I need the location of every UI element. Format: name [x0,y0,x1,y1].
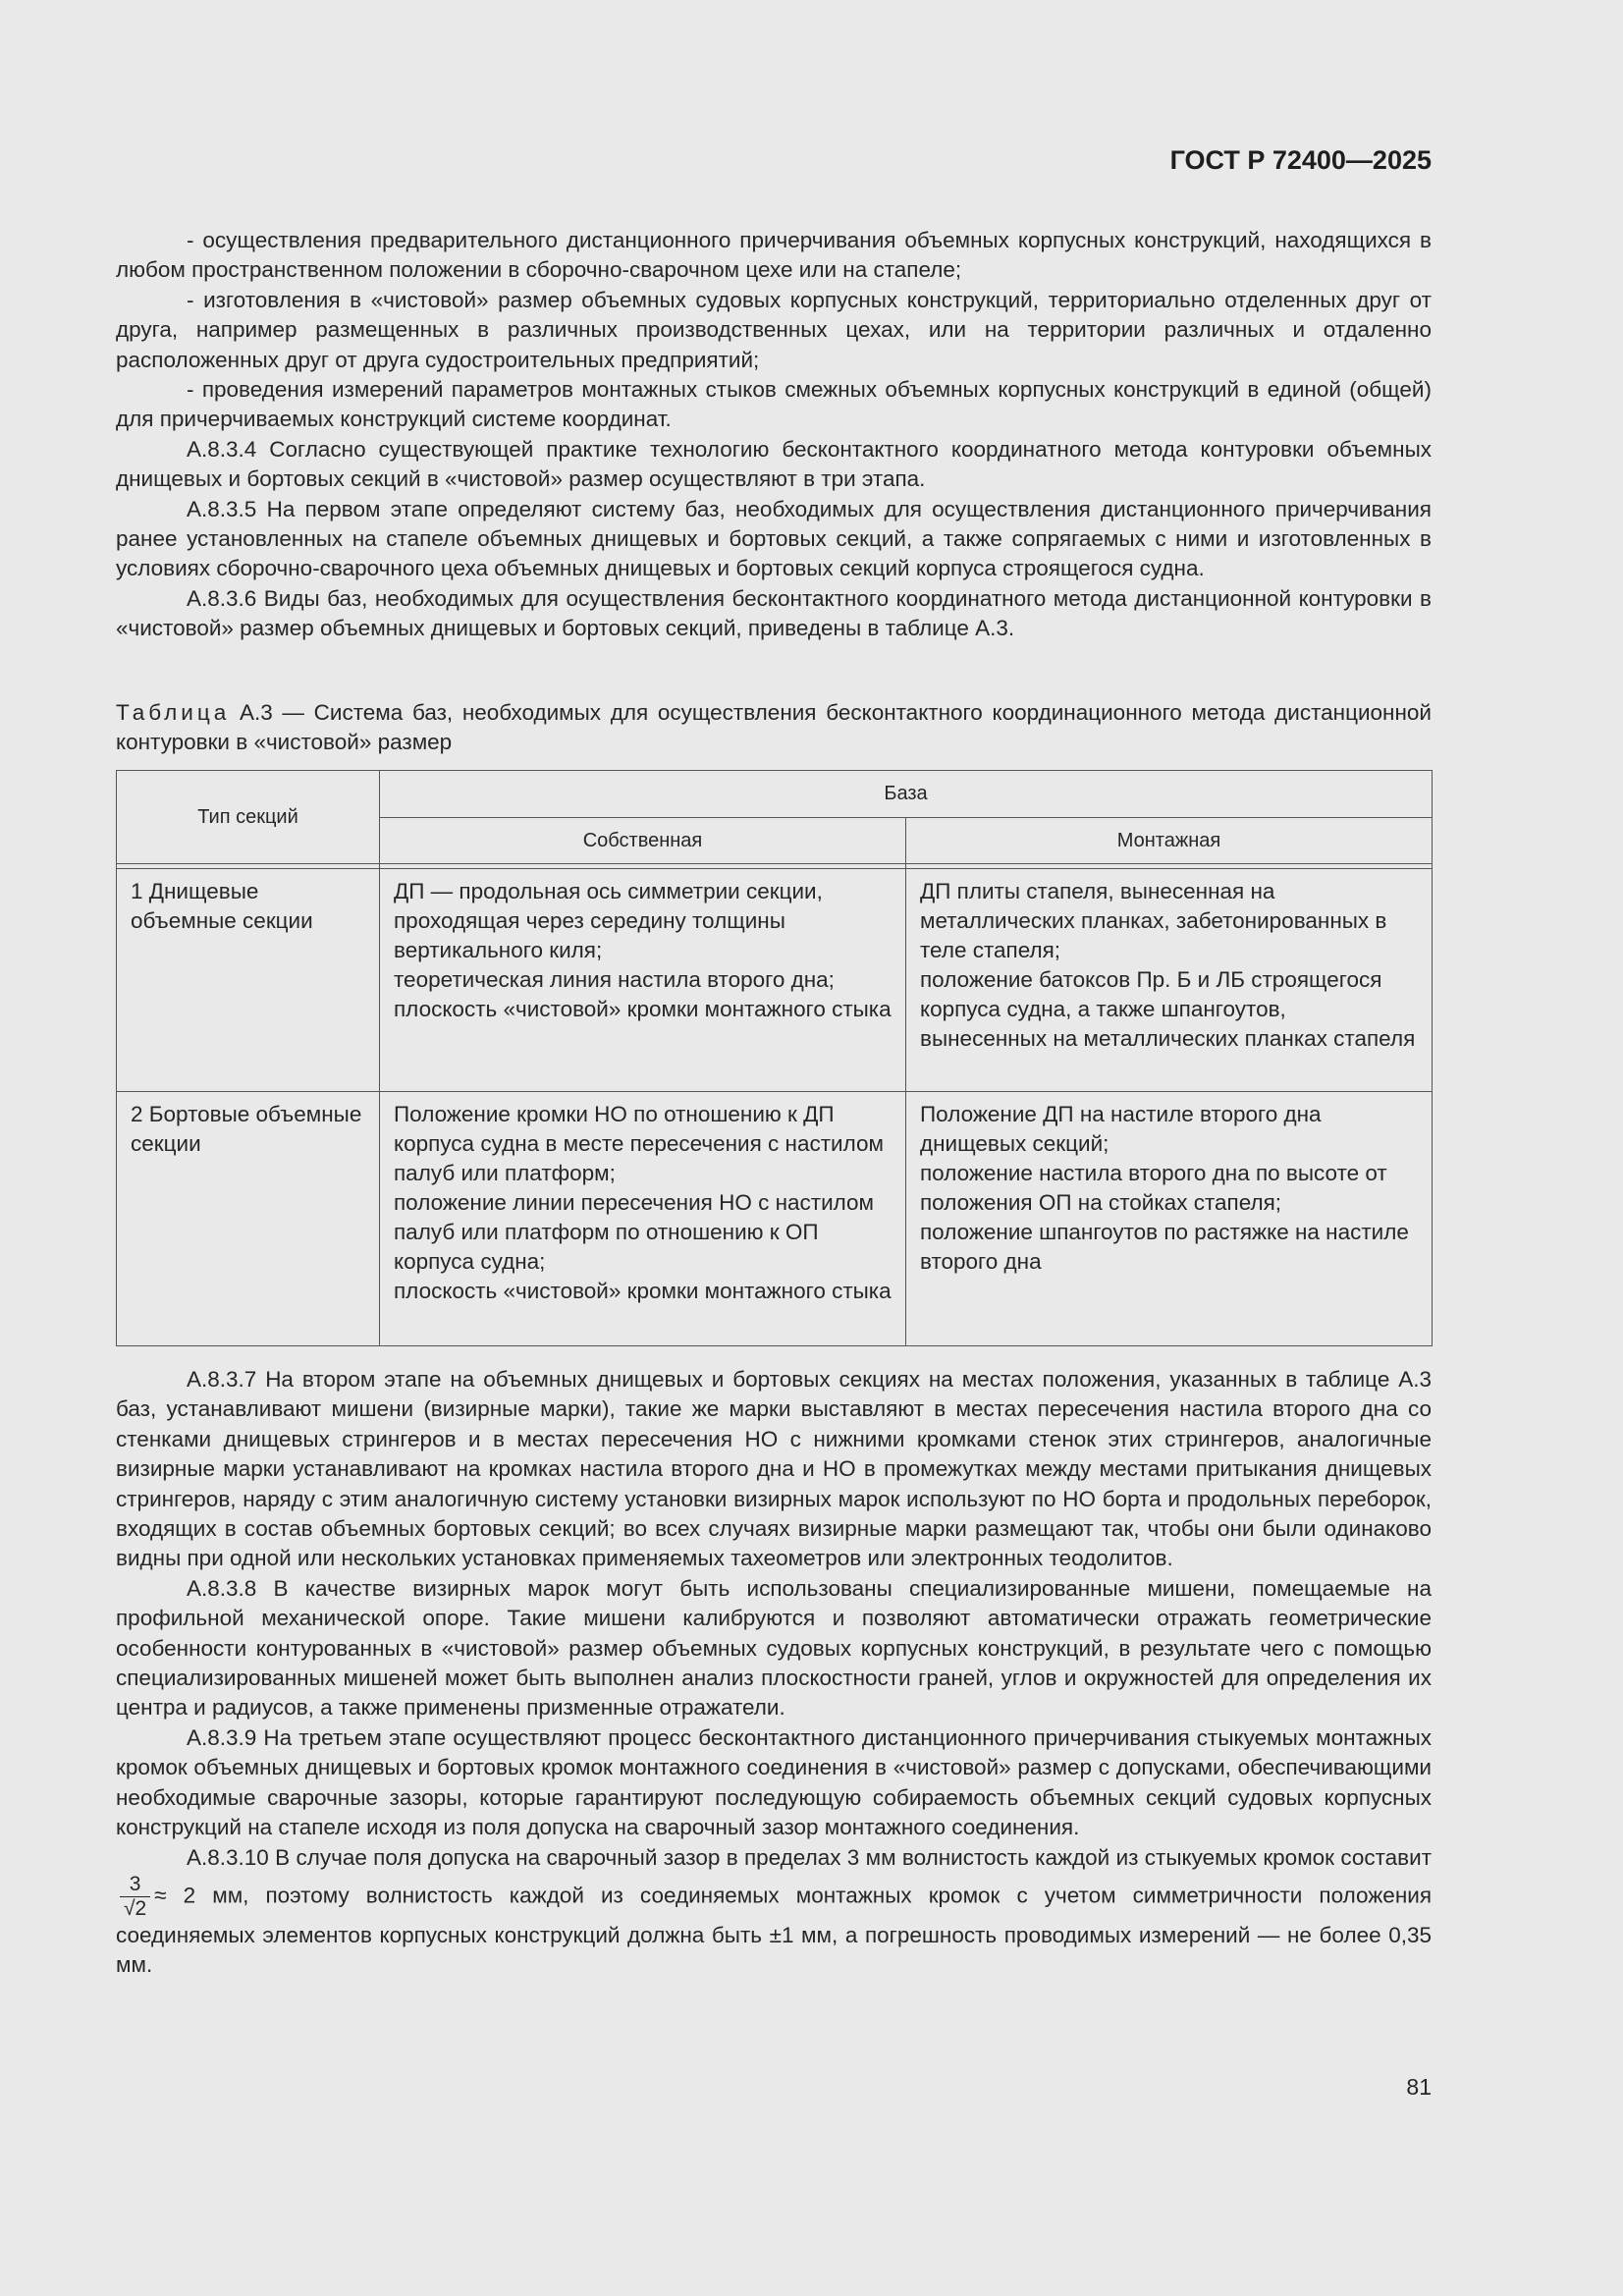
header-own: Собственная [380,817,906,864]
cell-line: ДП — продольная ось симметрии секции, проходящая через середину толщины вертикального киля; [394,879,823,962]
fraction-denominator: √2 [124,1896,147,1920]
cell-line: Положение ДП на настиле второго дна днищевых секций; [920,1102,1322,1156]
paragraph: - изготовления в «чистовой» размер объемных судовых корпусных конструкций, территориально отделенных друг от друга, например размещенных в различных производственных цехах, или на территории различных и отдаленно расположенных друг от друга судостроительных предприятий; [116,287,1432,372]
cell-section-type: 1 Днищевые объемные секции [131,879,313,933]
table-caption-text: А.3 — Система баз, необходимых для осуществления бесконтактного координационного метода дистанционной контуровки в «чистовой» размер [116,700,1432,755]
fraction-formula [120,1873,150,1921]
cell-section-type: 2 Бортовые объемные секции [131,1102,362,1156]
page-number: 81 [1406,2074,1432,2100]
cell-mount [906,869,1432,1060]
cell-line: положение линии пересечения НО с настилом палуб или платформ по отношению к ОП корпуса судна; [394,1190,875,1274]
paragraph: А.8.3.8 В качестве визирных марок могут быть использованы специализированные мишени, помещаемые на профильной механической опоре. Такие мишени калибруются и позволяют автоматически отражать геометрические особенности контурованных в «чистовой» размер объемных судовых корпусных конструкций, в результате чего с помощью специализированных мишеней может быть выполнен анализ плоскостности граней, углов и окружностей для определения их центра и радиусов, а также применены призменные отражатели. [116,1575,1432,1721]
cell-line: положение шпангоутов по растяжке на настиле второго дна [920,1220,1409,1274]
paragraph: А.8.3.4 Согласно существующей практике технологию бесконтактного координатного метода контуровки объемных днищевых и бортовых секций в «чистовой» размер осуществляют в три этапа. [116,436,1432,492]
paragraph: А.8.3.5 На первом этапе определяют систему баз, необходимых для осуществления дистанционного причерчивания ранее установленных на стапеле объемных днищевых и бортовых секций, а также сопрягаемых с ними и изготовленных в условиях сборочно-сварочного цеха объемных днищевых и бортовых секций корпуса строящегося судна. [116,496,1432,581]
top-text-block [116,226,1432,644]
cell-line: Положение кромки НО по отношению к ДП корпуса судна в месте пересечения с настилом палуб или платформ; [394,1102,884,1185]
paragraph: - проведения измерений параметров монтажных стыков смежных объемных корпусных конструкций в единой (общей) для причерчиваемых конструкций системе координат. [116,377,1432,432]
cell-mount [906,1092,1432,1283]
cell-line: плоскость «чистовой» кромки монтажного стыка [394,997,892,1021]
bases-table [116,770,1433,1346]
cell-own [380,869,905,1030]
header-base: База [380,771,1433,818]
formula-text-before: А.8.3.10 В случае поля допуска на сварочный зазор в пределах 3 мм волнистость каждой из стыкуемых кромок составит [187,1844,1432,1870]
table-row [117,869,1433,1092]
cell-line: ДП плиты стапеля, вынесенная на металлических планках, забетонированных в теле стапеля; [920,879,1387,962]
header-section-type: Тип секций [117,771,380,864]
cell-line: положение настила второго дна по высоте от положения ОП на стойках стапеля; [920,1161,1387,1215]
table-caption-label: Таблица [116,700,231,725]
header-mount: Монтажная [906,817,1433,864]
cell-line: положение батоксов Пр. Б и ЛБ строящегося корпуса судна, а также шпангоутов, вынесенных на металлических планках стапеля [920,967,1416,1051]
paragraph-with-formula [116,1843,1432,1981]
table-row [117,1092,1433,1346]
bottom-text-block [116,1365,1432,1981]
paragraph: А.8.3.7 На втором этапе на объемных днищевых и бортовых секциях на местах положения, указанных в таблице А.3 баз, устанавливают мишени (визирные марки), такие же марки выставляют в местах пересечения настила второго дна со стенками днищевых стрингеров и в местах пересечения НО с нижними кромками стенок этих стрингеров, аналогичные визирные марки устанавливают на кромках настила второго дна и НО в промежутках между местами притыкания днищевых стрингеров, наряду с этим аналогичную систему установки визирных марок используют по НО борта и продольных переборок, входящих в состав объемных бортовых секций; во всех случаях визирные марки размещают так, чтобы они были одинаково видны при одной или нескольких установках применяемых тахеометров или электронных теодолитов. [116,1367,1432,1571]
cell-line: плоскость «чистовой» кромки монтажного стыка [394,1279,892,1303]
cell-own [380,1092,905,1312]
document-code: ГОСТ Р 72400—2025 [1169,145,1432,175]
fraction-numerator: 3 [120,1873,150,1897]
formula-text-after: ≈ 2 мм, поэтому волнистость каждой из соединяемых монтажных кромок с учетом симметричности положения соединяемых элементов корпусных конструкций должна быть ±1 мм, а погрешность проводимых измерений — не более 0,35 мм. [116,1883,1432,1978]
table-caption [116,698,1432,758]
paragraph: - осуществления предварительного дистанционного причерчивания объемных корпусных конструкций, находящихся в любом пространственном положении в сборочно-сварочном цехе или на стапеле; [116,228,1432,283]
cell-line: теоретическая линия настила второго дна; [394,967,835,992]
paragraph: А.8.3.6 Виды баз, необходимых для осуществления бесконтактного координатного метода дистанционной контуровки в «чистовой» размер объемных днищевых и бортовых секций, приведены в таблице А.3. [116,585,1432,641]
paragraph: А.8.3.9 На третьем этапе осуществляют процесс бесконтактного дистанционного причерчивания стыкуемых монтажных кромок объемных днищевых и бортовых кромок монтажного соединения в «чистовой» размер с допусками, обеспечивающими необходимые сварочные зазоры, которые гарантируют последующую собираемость объемных секций судовых корпусных конструкций на стапеле исходя из поля допуска на сварочный зазор монтажного соединения. [116,1724,1432,1840]
